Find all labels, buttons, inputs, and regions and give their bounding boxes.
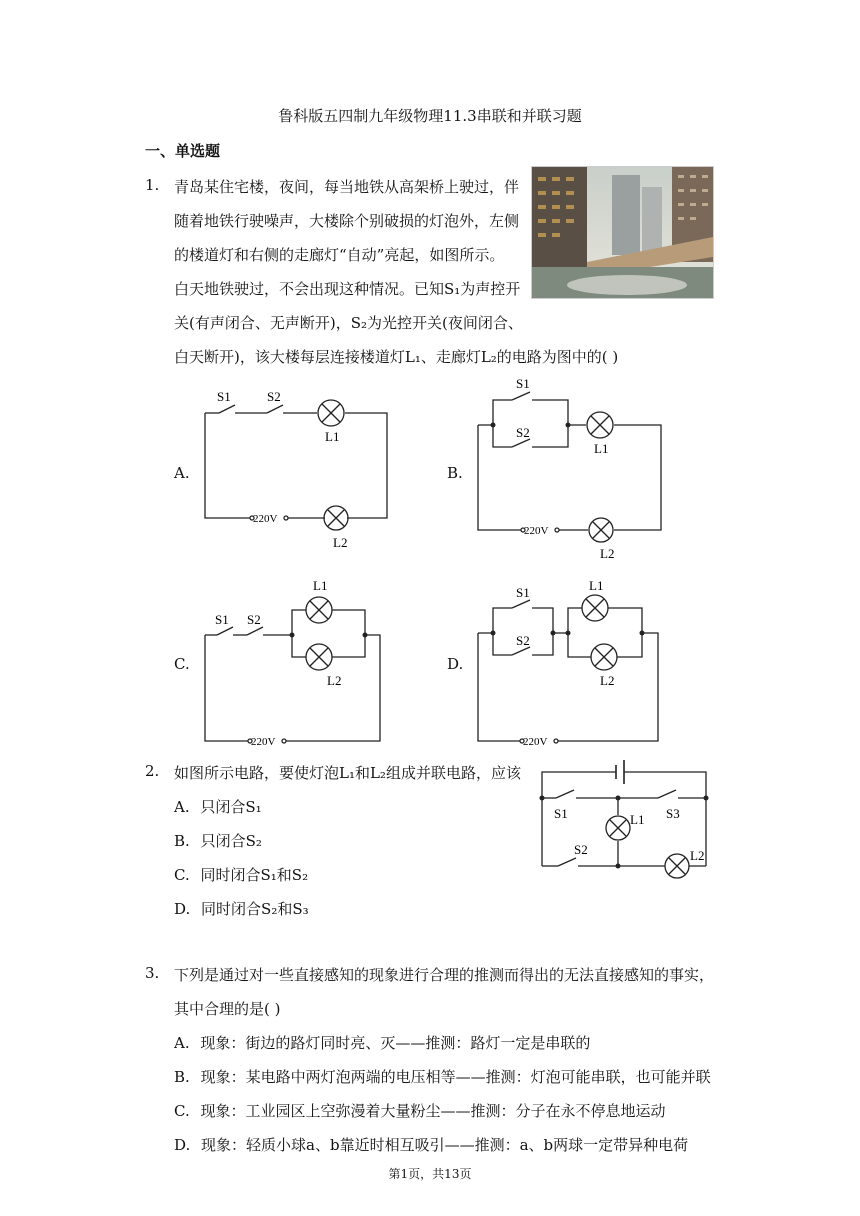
q2-option-d-label: D. xyxy=(174,900,191,918)
document-title: 鲁科版五四制九年级物理11.3串联和并联习题 xyxy=(278,107,582,125)
diagram-b-l2-label: L2 xyxy=(600,546,615,561)
q1-option-c-label[interactable]: C. xyxy=(174,655,190,673)
diagram-b-s1-label: S1 xyxy=(516,376,530,391)
q1-option-a-label[interactable]: A. xyxy=(174,464,190,482)
question-1-number: 1. xyxy=(145,176,160,194)
q3-option-d-text: 现象：轻质小球a、b靠近时相互吸引——推测：a、b两球一定带异种电荷 xyxy=(201,1136,689,1154)
q3-option-d-label: D. xyxy=(174,1136,191,1154)
circuit-diagram-b xyxy=(468,375,678,565)
q2-diagram-s3-label: S3 xyxy=(666,806,680,821)
q2-option-a-label: A. xyxy=(174,798,190,816)
diagram-d-l2-label: L2 xyxy=(600,673,615,688)
circuit-diagram-a xyxy=(195,385,405,555)
q1-line-5: 关(有声闭合、无声断开)，S₂为光控开关(夜间闭合、 xyxy=(174,314,523,332)
q2-option-d-text: 同时闭合S₂和S₃ xyxy=(201,900,309,918)
q2-option-c-label: C. xyxy=(174,866,190,884)
q1-line-6: 白天断开)，该大楼每层连接楼道灯L₁、走廊灯L₂的电路为图中的( ) xyxy=(174,348,619,366)
q2-option-b-label: B. xyxy=(174,832,190,850)
q3-option-a-label: A. xyxy=(174,1034,190,1052)
diagram-c-l1-label: L1 xyxy=(313,578,328,593)
q2-option-d[interactable] xyxy=(174,898,309,919)
diagram-d-s2-label: S2 xyxy=(516,633,530,648)
diagram-d-s1-label: S1 xyxy=(516,585,530,600)
diagram-d-voltage-label: 220V xyxy=(523,736,548,748)
question-3-number: 3. xyxy=(145,964,160,982)
q1-option-d-label[interactable]: D. xyxy=(447,655,464,673)
q1-line-3: 的楼道灯和右侧的走廊灯“自动”亮起，如图所示。 xyxy=(174,246,505,264)
q3-option-d[interactable] xyxy=(174,1134,688,1155)
q3-option-c-label: C. xyxy=(174,1102,190,1120)
page-footer: 第1页，共13页 xyxy=(388,1167,472,1181)
diagram-b-s2-label: S2 xyxy=(516,425,530,440)
q3-option-b-label: B. xyxy=(174,1068,190,1086)
q3-stem-line-1: 下列是通过对一些直接感知的现象进行合理的推测而得出的无法直接感知的事实， xyxy=(174,966,715,984)
q2-diagram-s2-label: S2 xyxy=(574,842,588,857)
diagram-a-s1-label: S1 xyxy=(217,389,231,404)
q2-diagram-s1-label: S1 xyxy=(554,806,568,821)
diagram-a-l1-label: L1 xyxy=(325,429,340,444)
q2-stem: 如图所示电路，要使灯泡L₁和L₂组成并联电路，应该 xyxy=(174,764,521,782)
q3-stem-line-2: 其中合理的是( ) xyxy=(174,1000,281,1018)
diagram-a-s2-label: S2 xyxy=(267,389,281,404)
diagram-c-l2-label: L2 xyxy=(327,673,342,688)
question-2-number: 2. xyxy=(145,762,160,780)
q3-option-c-text: 现象：工业园区上空弥漫着大量粉尘——推测：分子在永不停息地运动 xyxy=(200,1102,666,1120)
diagram-a-voltage-label: 220V xyxy=(253,513,278,525)
circuit-diagram-d xyxy=(468,575,678,755)
diagram-b-l1-label: L1 xyxy=(594,441,609,456)
q2-option-c[interactable] xyxy=(174,864,308,885)
q2-diagram-l2-label: L2 xyxy=(690,848,705,863)
circuit-diagram-c xyxy=(195,575,405,755)
q3-option-a-text: 现象：街边的路灯同时亮、灭——推测：路灯一定是串联的 xyxy=(200,1034,591,1052)
q1-option-b-label[interactable]: B. xyxy=(447,464,463,482)
q2-circuit-diagram xyxy=(534,760,714,885)
q3-option-c[interactable] xyxy=(174,1100,666,1121)
q2-option-c-text: 同时闭合S₁和S₂ xyxy=(200,866,309,884)
q2-option-b-text: 只闭合S₂ xyxy=(200,832,262,850)
diagram-b-voltage-label: 220V xyxy=(524,525,549,537)
q2-option-a-text: 只闭合S₁ xyxy=(200,798,262,816)
section-heading: 一、单选题 xyxy=(145,142,221,160)
q2-diagram-l1-label: L1 xyxy=(630,812,645,827)
q2-option-b[interactable] xyxy=(174,830,262,851)
q3-option-b[interactable] xyxy=(174,1066,711,1087)
diagram-d-l1-label: L1 xyxy=(589,578,604,593)
diagram-c-s2-label: S2 xyxy=(247,612,261,627)
diagram-a-l2-label: L2 xyxy=(333,535,348,550)
building-photo xyxy=(531,166,714,299)
q1-line-1: 青岛某住宅楼，夜间，每当地铁从高架桥上驶过，伴 xyxy=(174,178,520,196)
q1-line-2: 随着地铁行驶噪声，大楼除个别破损的灯泡外，左侧 xyxy=(174,212,520,230)
q1-line-4: 白天地铁驶过，不会出现这种情况。已知S₁为声控开 xyxy=(174,280,521,298)
diagram-c-voltage-label: 220V xyxy=(251,736,276,748)
diagram-c-s1-label: S1 xyxy=(215,612,229,627)
q2-option-a[interactable] xyxy=(174,796,262,817)
q3-option-b-text: 现象：某电路中两灯泡两端的电压相等——推测：灯泡可能串联，也可能并联 xyxy=(200,1068,711,1086)
q3-option-a[interactable] xyxy=(174,1032,590,1053)
